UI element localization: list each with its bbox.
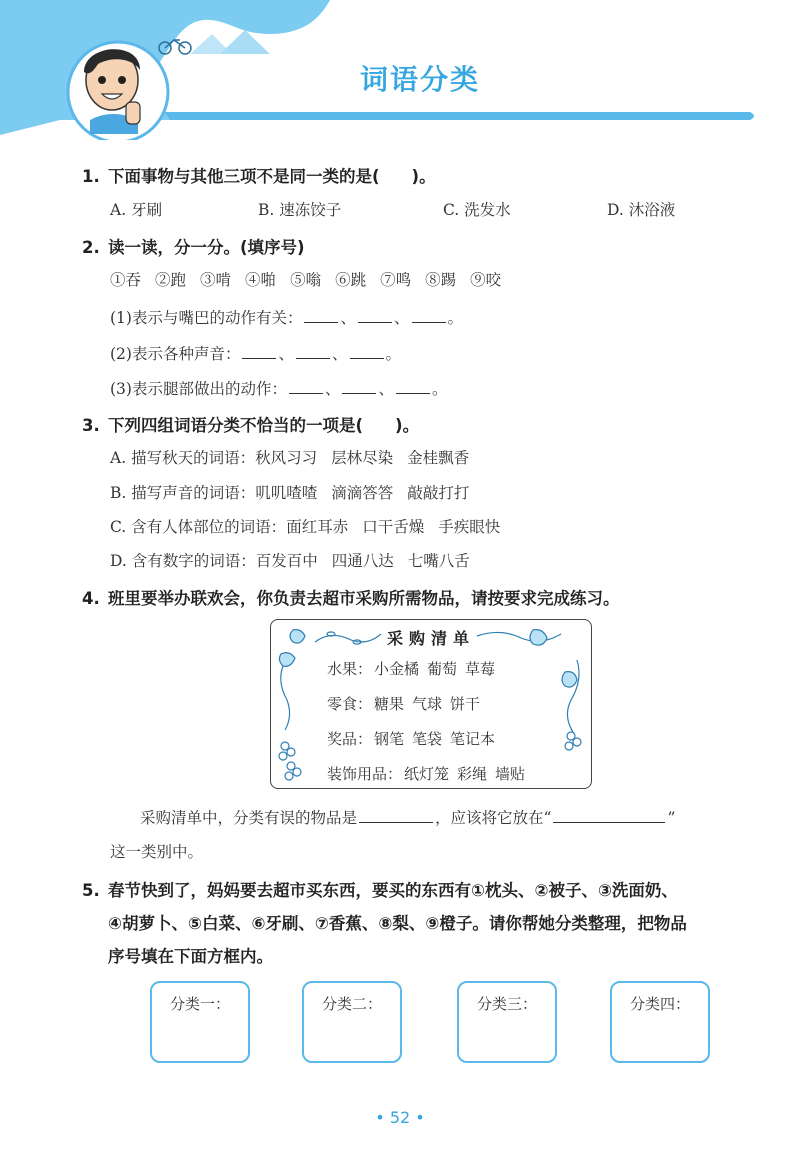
answer-blank[interactable] <box>289 379 323 394</box>
page-number: • 52 • <box>375 1108 425 1127</box>
q4-answer-line-2: 这一类别中。 <box>110 843 204 861</box>
boy-mascot-icon <box>68 42 168 140</box>
shopping-list <box>270 619 592 789</box>
q3-option-d: D. 含有数字的词语：百发百中 四通八达 七嘴八舌 <box>110 552 470 570</box>
question-2-stem: 2. 读一读，分一分。(填序号) <box>82 238 305 257</box>
answer-blank[interactable] <box>242 344 276 359</box>
q2-word-list: ①吞 ②跑 ③啃 ④啪 ⑤嗡 ⑥跳 ⑦鸣 ⑧踢 ⑨咬 <box>110 271 502 289</box>
q2-sub-1: (1)表示与嘴巴的动作有关： 、 、 。 <box>110 309 464 327</box>
category-box-2[interactable] <box>302 981 402 1063</box>
answer-blank[interactable] <box>359 808 433 823</box>
question-number: 1. <box>82 167 100 186</box>
shopping-row-decorations: 装饰用品： 纸灯笼 彩绳 墙贴 <box>327 765 526 783</box>
q3-option-a: A. 描写秋天的词语：秋风习习 层林尽染 金桂飘香 <box>110 449 470 467</box>
shopping-row-prizes: 奖品： 钢笔 笔袋 笔记本 <box>327 730 496 748</box>
answer-blank[interactable] <box>358 308 392 323</box>
answer-blank[interactable] <box>396 379 430 394</box>
category-box-label: 分类二： <box>321 995 382 1013</box>
shopping-row-snacks: 零食： 糖果 气球 饼干 <box>327 695 481 713</box>
answer-blank[interactable] <box>342 379 376 394</box>
q3-option-b: B. 描写声音的词语：叽叽喳喳 滴滴答答 敲敲打打 <box>110 484 470 502</box>
answer-blank[interactable] <box>350 344 384 359</box>
question-text-end: )。 <box>411 167 436 186</box>
page-header <box>0 0 800 140</box>
shopping-row-fruit: 水果： 小金橘 葡萄 草莓 <box>327 660 496 678</box>
flower-icon <box>279 742 301 780</box>
question-5-stem-line-3: 序号填在下面方框内。 <box>108 947 273 966</box>
q1-option-c: C. 洗发水 <box>443 201 511 219</box>
category-box-1[interactable] <box>150 981 250 1063</box>
q1-option-b: B. 速冻饺子 <box>258 201 342 219</box>
question-4-stem: 4. 班里要举办联欢会，你负责去超市采购所需物品，请按要求完成练习。 <box>82 589 620 608</box>
flower-icon <box>565 732 581 750</box>
q3-option-c: C. 含有人体部位的词语：面红耳赤 口干舌燥 手疾眼快 <box>110 518 501 536</box>
q1-option-a: A. 牙刷 <box>110 201 163 219</box>
q2-sub-3: (3)表示腿部做出的动作： 、 、 。 <box>110 380 448 398</box>
answer-blank[interactable] <box>304 308 338 323</box>
page-title: 词语分类 <box>359 63 480 96</box>
category-box-4[interactable] <box>610 981 710 1063</box>
shopping-list-title: 采购清单 <box>386 629 475 648</box>
answer-blank[interactable] <box>412 308 446 323</box>
q4-answer-line: 采购清单中，分类有误的物品是 ，应该将它放在“ ” <box>140 809 676 827</box>
question-5-stem-line-2: ④胡萝卜、⑤白菜、⑥牙刷、⑦香蕉、⑧梨、⑨橙子。请你帮她分类整理，把物品 <box>108 914 687 933</box>
category-box-label: 分类一： <box>169 995 230 1013</box>
answer-blank[interactable] <box>296 344 330 359</box>
category-box-label: 分类四： <box>629 995 690 1013</box>
q1-option-d: D. 沐浴液 <box>607 201 676 219</box>
question-3-stem: 3. 下列四组词语分类不恰当的一项是( )。 <box>82 416 420 435</box>
question-text: 下面事物与其他三项不是同一类的是( <box>108 167 380 186</box>
category-box-3[interactable] <box>457 981 557 1063</box>
question-1-stem <box>82 163 436 187</box>
category-box-label: 分类三： <box>476 995 537 1013</box>
q2-sub-2: (2)表示各种声音： 、 、 。 <box>110 345 402 363</box>
question-5-stem-line-1: 5. 春节快到了，妈妈要去超市买东西，要买的东西有①枕头、②被子、③洗面奶、 <box>82 881 678 900</box>
answer-blank[interactable] <box>553 808 665 823</box>
